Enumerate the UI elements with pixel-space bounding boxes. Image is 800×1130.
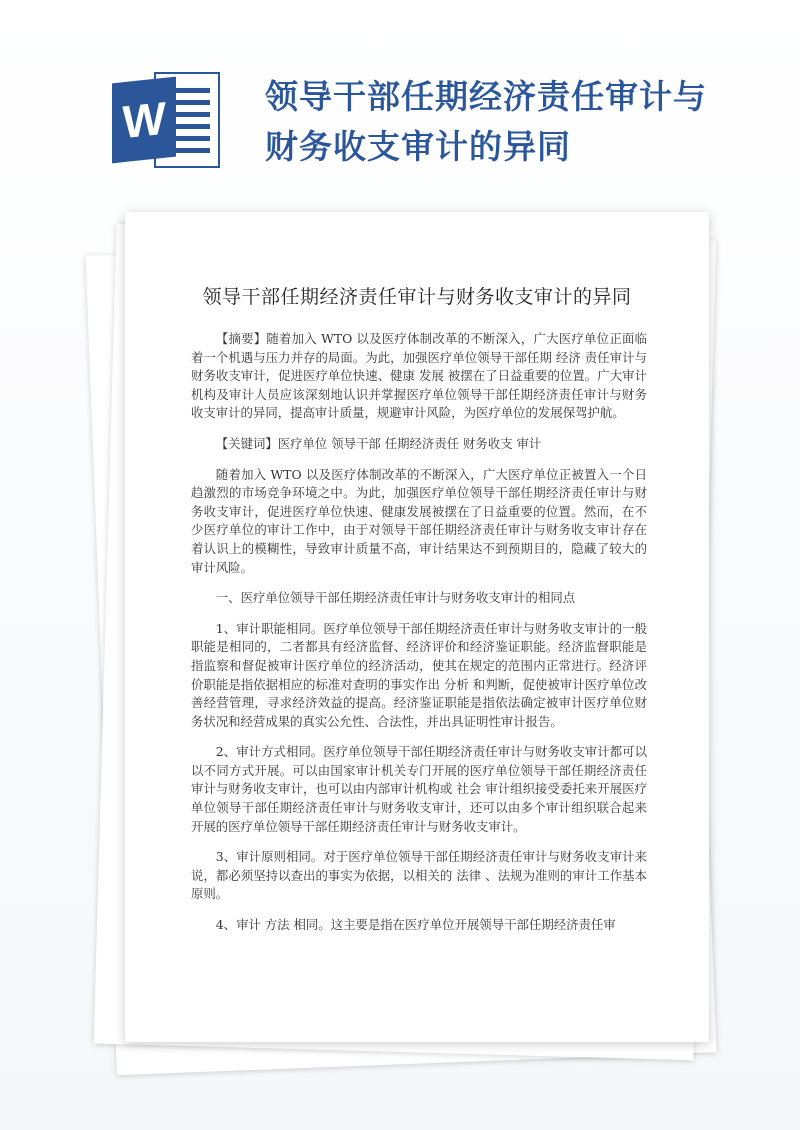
body-paragraph: 3、审计原则相同。对于医疗单位领导干部任期经济责任审计与财务收支审计来说，都必须坚持以查出的事实为依据，以相关的 法律 、法规为准则的审计工作基本原则。 (191, 849, 647, 902)
keywords-paragraph: 【关键词】医疗单位 领导干部 任期经济责任 财务收支 审计 (215, 435, 542, 451)
word-letter-badge: W (112, 77, 176, 164)
body-paragraph: 4、审计 方法 相同。这主要是指在医疗单位开展领导干部任期经济责任审 (215, 917, 616, 933)
body-paragraph: 2、审计方式相同。医疗单位领导干部任期经济责任审计与财务收支审计都可以以不同方式开展。可以由国家审计机关专门开展的医疗单位领导干部任期经济责任审计与财务收支审计，也可以由内部审计机构或 社会 审计组织接受委托来开展医疗单位领导干部任期经济责任审计与财务收支审计，还可以由多个审计组织联合起来开展的医疗单位领导干部任期经济责任审计与财务收支审计。 (191, 744, 647, 834)
body-paragraph: 1、审计职能相同。医疗单位领导干部任期经济责任审计与财务收支审计的一般职能是相同的，二者都具有经济监督、经济评价和经济鉴证职能。经济监督职能是指监察和督促被审计医疗单位的经济活动，使其在规定的范围内正常进行。经济评价职能是指依据相应的标准对查明的事实作出 分析 和判断，促使被审计医疗单位改善经营管理，寻求经济效益的提高。经济鉴证职能是指依法确定被审计医疗单位财务状况和经营成果的真实公允性、合法性，并出具证明性审计报告。 (191, 620, 647, 729)
document-body (191, 330, 647, 947)
abstract-paragraph: 【摘要】随着加入 WTO 以及医疗体制改革的不断深入，广大医疗单位正面临着一个机遇与压力并存的局面。为此，加强医疗单位领导干部任期 经济 责任审计与财务收支审计，促进医疗单位快速、健康 发展 被摆在了日益重要的位置。广大审计机构及审计人员应该深刻地认识并掌握医疗单位领导干部任期经济责任审计与财务收支审计的异同，提高审计质量，规避审计风险，为医疗单位的发展保驾护航。 (191, 331, 647, 421)
page-header (0, 0, 800, 200)
word-document-icon (112, 72, 220, 168)
section-heading: 一、医疗单位领导干部任期经济责任审计与财务收支审计的相同点 (215, 590, 576, 606)
header-title: 领导干部任期经济责任审计与财务收支审计的异同 (265, 77, 707, 166)
document-title: 领导干部任期经济责任审计与财务收支审计的异同 (202, 286, 632, 308)
body-paragraph: 随着加入 WTO 以及医疗体制改革的不断深入，广大医疗单位正被置入一个日趋激烈的市场竞争环境之中。为此，加强医疗单位领导干部任期经济责任审计与财务收支审计，促进医疗单位快速、健康发展被摆在了日益重要的位置。然而，在不少医疗单位的审计工作中，由于对领导干部任期经济责任审计与财务收支审计存在着认识上的模糊性，导致审计质量不高，审计结果达不到预期目的，隐藏了较大的审计风险。 (191, 466, 647, 575)
document-stack (95, 212, 715, 1072)
document-page (125, 212, 709, 1042)
